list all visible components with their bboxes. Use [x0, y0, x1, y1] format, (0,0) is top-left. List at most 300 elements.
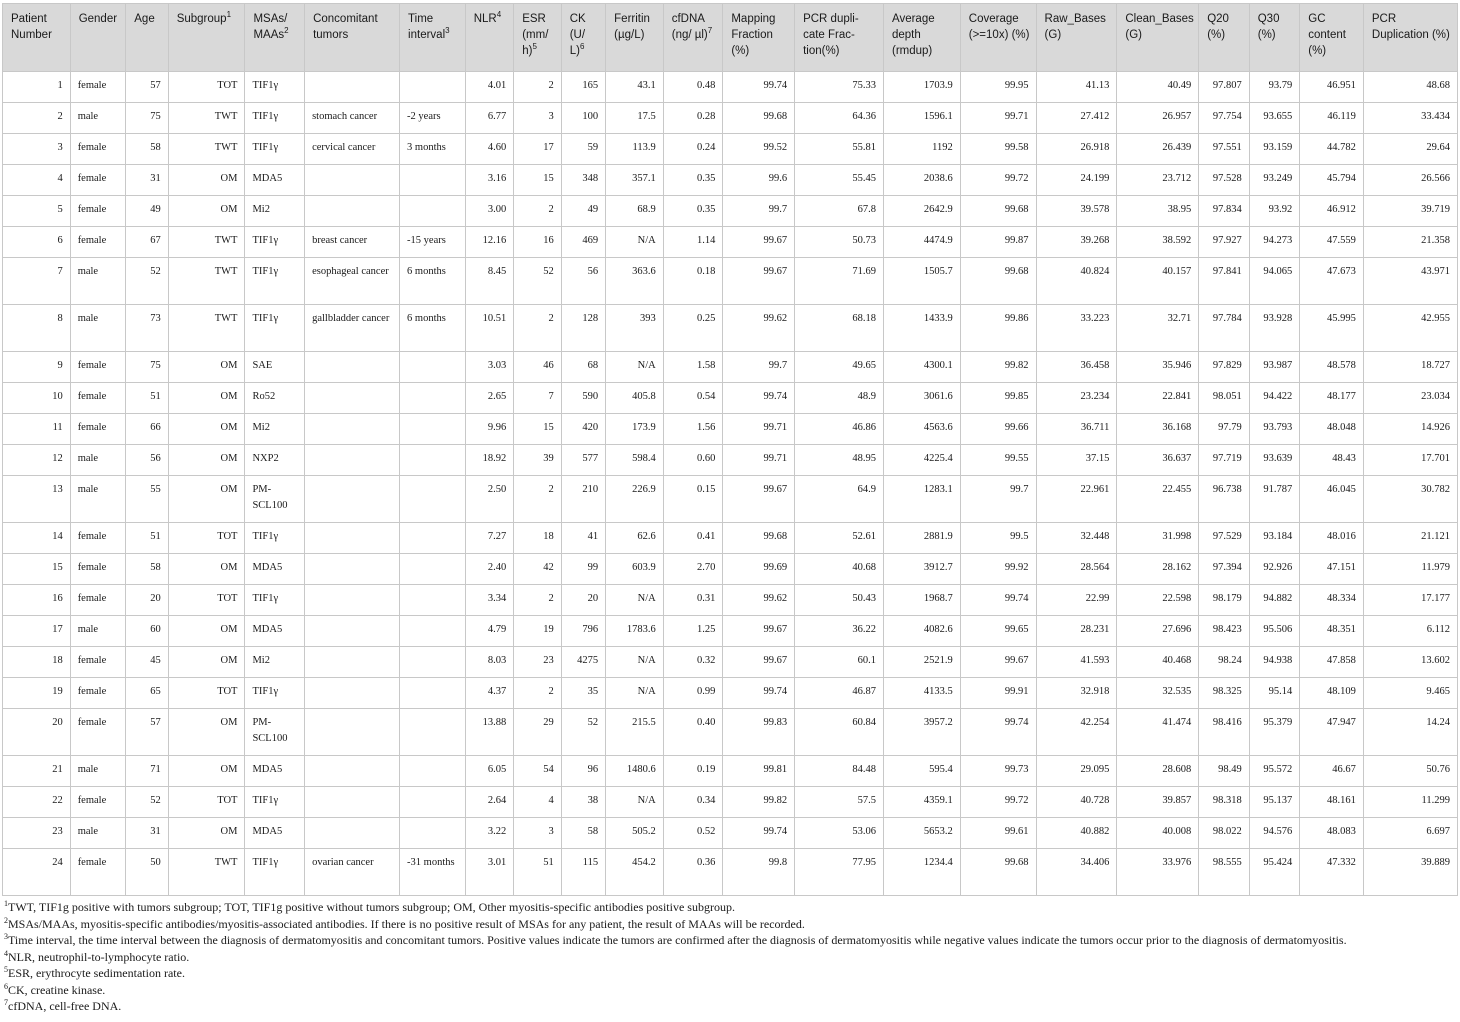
table-cell: 24.199 — [1036, 165, 1117, 196]
table-cell — [400, 818, 466, 849]
table-cell: 99.74 — [723, 383, 795, 414]
table-cell: 3.22 — [465, 818, 514, 849]
table-cell: 68.18 — [795, 305, 884, 352]
table-cell: 40.157 — [1117, 258, 1199, 305]
table-cell: 93.793 — [1249, 414, 1300, 445]
table-cell: 99.91 — [960, 678, 1036, 709]
table-cell: TOT — [168, 523, 245, 554]
table-cell: 57.5 — [795, 787, 884, 818]
table-cell: 2 — [514, 476, 561, 523]
table-cell: 97.784 — [1199, 305, 1250, 352]
table-cell: 41.474 — [1117, 709, 1199, 756]
column-header — [400, 4, 466, 72]
table-cell: 39.889 — [1363, 849, 1457, 896]
table-cell: -15 years — [400, 227, 466, 258]
table-cell: 4.60 — [465, 134, 514, 165]
table-cell: 49.65 — [795, 352, 884, 383]
table-cell: TWT — [168, 305, 245, 352]
table-cell: 4275 — [561, 647, 605, 678]
table-cell: Ro52 — [245, 383, 305, 414]
table-cell: 4225.4 — [883, 445, 960, 476]
table-cell: MDA5 — [245, 616, 305, 647]
table-cell: 48.177 — [1300, 383, 1364, 414]
table-cell: 7.27 — [465, 523, 514, 554]
table-cell: TIF1γ — [245, 134, 305, 165]
table-cell: TIF1γ — [245, 849, 305, 896]
table-cell: 98.416 — [1199, 709, 1250, 756]
table-cell: 13.88 — [465, 709, 514, 756]
table-cell: 48.161 — [1300, 787, 1364, 818]
table-cell: 93.249 — [1249, 165, 1300, 196]
column-header-label: Age — [134, 13, 155, 25]
table-cell: 48.578 — [1300, 352, 1364, 383]
table-cell: 3957.2 — [883, 709, 960, 756]
table-cell: 11 — [3, 414, 71, 445]
table-cell — [305, 709, 400, 756]
table-cell: N/A — [606, 585, 664, 616]
table-cell: 0.31 — [663, 585, 723, 616]
table-cell: -2 years — [400, 103, 466, 134]
table-cell: 95.137 — [1249, 787, 1300, 818]
table-cell: 26.957 — [1117, 103, 1199, 134]
table-cell: 99.74 — [723, 72, 795, 103]
table-cell — [305, 523, 400, 554]
table-cell: 36.637 — [1117, 445, 1199, 476]
table-cell: OM — [168, 616, 245, 647]
table-cell: 47.673 — [1300, 258, 1364, 305]
table-cell: 58 — [126, 134, 168, 165]
table-cell: 23 — [3, 818, 71, 849]
table-cell: TIF1γ — [245, 72, 305, 103]
table-cell: 5 — [3, 196, 71, 227]
table-cell: 53.06 — [795, 818, 884, 849]
column-header — [70, 4, 126, 72]
table-cell: 9 — [3, 352, 71, 383]
table-cell: TWT — [168, 134, 245, 165]
table-cell: 0.19 — [663, 756, 723, 787]
table-cell: N/A — [606, 678, 664, 709]
table-cell: 94.065 — [1249, 258, 1300, 305]
table-cell: 60 — [126, 616, 168, 647]
table-cell: gallbladder cancer — [305, 305, 400, 352]
table-figure — [0, 3, 1460, 1015]
table-cell: 97.927 — [1199, 227, 1250, 258]
table-cell: 96.738 — [1199, 476, 1250, 523]
table-cell: Mi2 — [245, 196, 305, 227]
table-cell: 45 — [126, 647, 168, 678]
table-cell: 2038.6 — [883, 165, 960, 196]
table-cell: 19 — [514, 616, 561, 647]
table-cell: SAE — [245, 352, 305, 383]
footnote-number: 2 — [4, 915, 8, 925]
table-cell: N/A — [606, 647, 664, 678]
table-cell: 47.947 — [1300, 709, 1364, 756]
table-cell: TWT — [168, 103, 245, 134]
table-cell: female — [70, 678, 126, 709]
table-cell: 48.9 — [795, 383, 884, 414]
table-cell: 46.951 — [1300, 72, 1364, 103]
table-cell: 45.794 — [1300, 165, 1364, 196]
table-cell: 42.254 — [1036, 709, 1117, 756]
table-cell: 34.406 — [1036, 849, 1117, 896]
table-cell: 210 — [561, 476, 605, 523]
table-cell: 99.74 — [723, 678, 795, 709]
table-row — [3, 305, 1458, 352]
table-cell: 0.18 — [663, 258, 723, 305]
footnote-number: 7 — [4, 998, 8, 1007]
table-cell: 29.095 — [1036, 756, 1117, 787]
table-cell: 99.68 — [960, 849, 1036, 896]
table-cell: TIF1γ — [245, 678, 305, 709]
table-cell: 10 — [3, 383, 71, 414]
table-cell: MDA5 — [245, 818, 305, 849]
table-cell: esophageal cancer — [305, 258, 400, 305]
table-cell: 51 — [126, 383, 168, 414]
table-cell: Mi2 — [245, 647, 305, 678]
table-cell: 48.351 — [1300, 616, 1364, 647]
table-cell: 48.048 — [1300, 414, 1364, 445]
table-row — [3, 787, 1458, 818]
table-cell: 20 — [561, 585, 605, 616]
column-header-label: PCR Duplication (%) — [1371, 13, 1450, 41]
column-header-label: Mapping Fraction (%) — [731, 13, 776, 57]
table-cell: 48.109 — [1300, 678, 1364, 709]
table-cell: 95.506 — [1249, 616, 1300, 647]
table-cell: female — [70, 585, 126, 616]
table-cell: 8.03 — [465, 647, 514, 678]
table-cell — [400, 787, 466, 818]
table-cell: 95.572 — [1249, 756, 1300, 787]
table-cell: 2 — [514, 678, 561, 709]
table-cell: 99.68 — [723, 103, 795, 134]
table-cell: 5653.2 — [883, 818, 960, 849]
table-cell: 41.593 — [1036, 647, 1117, 678]
table-cell — [305, 352, 400, 383]
table-cell: 226.9 — [606, 476, 664, 523]
table-cell: 0.28 — [663, 103, 723, 134]
table-row — [3, 383, 1458, 414]
table-cell: 99.55 — [960, 445, 1036, 476]
table-cell: N/A — [606, 787, 664, 818]
column-header-label: Time interval — [408, 13, 446, 41]
table-cell: 48.016 — [1300, 523, 1364, 554]
table-cell: 54 — [514, 756, 561, 787]
table-row — [3, 227, 1458, 258]
table-cell: 99.82 — [960, 352, 1036, 383]
table-cell: male — [70, 445, 126, 476]
table-cell: 0.99 — [663, 678, 723, 709]
table-body — [3, 72, 1458, 896]
table-cell: 47.151 — [1300, 554, 1364, 585]
table-cell: 2881.9 — [883, 523, 960, 554]
table-cell: 26.566 — [1363, 165, 1457, 196]
table-cell: 62.6 — [606, 523, 664, 554]
table-cell: 99.68 — [723, 523, 795, 554]
table-cell: 1.25 — [663, 616, 723, 647]
table-cell: 68 — [561, 352, 605, 383]
table-cell: 173.9 — [606, 414, 664, 445]
column-header — [1363, 4, 1457, 72]
table-cell: 11.979 — [1363, 554, 1457, 585]
table-cell: 23.234 — [1036, 383, 1117, 414]
table-cell: 10.51 — [465, 305, 514, 352]
table-cell: 47.559 — [1300, 227, 1364, 258]
table-cell: TIF1γ — [245, 585, 305, 616]
table-cell: 93.184 — [1249, 523, 1300, 554]
table-cell: 2 — [514, 72, 561, 103]
table-cell — [305, 756, 400, 787]
column-header-label: NLR — [473, 13, 497, 25]
table-cell: 99.52 — [723, 134, 795, 165]
table-cell: female — [70, 849, 126, 896]
table-cell: female — [70, 352, 126, 383]
table-header-row — [3, 4, 1458, 72]
table-cell: TOT — [168, 585, 245, 616]
table-cell: 99.67 — [723, 227, 795, 258]
table-cell: 1703.9 — [883, 72, 960, 103]
table-cell: female — [70, 383, 126, 414]
table-cell: 454.2 — [606, 849, 664, 896]
table-cell: 22.841 — [1117, 383, 1199, 414]
table-cell: 14.926 — [1363, 414, 1457, 445]
column-header — [1036, 4, 1117, 72]
table-row — [3, 258, 1458, 305]
table-cell: 99.61 — [960, 818, 1036, 849]
table-cell: 99.85 — [960, 383, 1036, 414]
footnote-text: cfDNA, cell-free DNA. — [8, 999, 122, 1013]
table-cell: male — [70, 818, 126, 849]
table-cell: 98.555 — [1199, 849, 1250, 896]
table-cell: 99.74 — [960, 709, 1036, 756]
table-cell: 1.56 — [663, 414, 723, 445]
table-cell: 60.1 — [795, 647, 884, 678]
table-cell: 9.96 — [465, 414, 514, 445]
table-row — [3, 103, 1458, 134]
table-cell: 48.68 — [1363, 72, 1457, 103]
table-cell: 99.7 — [960, 476, 1036, 523]
table-cell: 99.71 — [960, 103, 1036, 134]
table-cell: 3.16 — [465, 165, 514, 196]
table-cell: 40.49 — [1117, 72, 1199, 103]
table-cell: 22.99 — [1036, 585, 1117, 616]
table-cell: 4474.9 — [883, 227, 960, 258]
table-cell: 2642.9 — [883, 196, 960, 227]
table-cell: 99.7 — [723, 196, 795, 227]
table-cell: 44.782 — [1300, 134, 1364, 165]
footnote-text: MSAs/MAAs, myositis-specific antibodies/myositis-associated antibodies. If there is no positive result of MSAs for any patient, the result of MAAs will be recorded. — [8, 916, 805, 931]
table-cell: 99.68 — [960, 258, 1036, 305]
footnote — [4, 899, 1456, 916]
column-header — [465, 4, 514, 72]
table-cell: 6.112 — [1363, 616, 1457, 647]
column-header-label: CK (U/ L) — [569, 13, 586, 57]
table-cell: 40.882 — [1036, 818, 1117, 849]
table-cell: 38.95 — [1117, 196, 1199, 227]
table-cell: TOT — [168, 72, 245, 103]
table-cell: 4359.1 — [883, 787, 960, 818]
table-cell: OM — [168, 165, 245, 196]
table-cell: 29.64 — [1363, 134, 1457, 165]
table-cell: 93.928 — [1249, 305, 1300, 352]
table-cell: 43.1 — [606, 72, 664, 103]
table-cell: 8.45 — [465, 258, 514, 305]
table-cell: 75 — [126, 103, 168, 134]
table-cell: 13.602 — [1363, 647, 1457, 678]
table-cell: 603.9 — [606, 554, 664, 585]
table-cell: TIF1γ — [245, 103, 305, 134]
table-cell: 97.719 — [1199, 445, 1250, 476]
table-cell — [400, 352, 466, 383]
table-cell: 59 — [561, 134, 605, 165]
column-header — [305, 4, 400, 72]
table-cell: 165 — [561, 72, 605, 103]
table-cell — [305, 616, 400, 647]
table-cell: 3 — [514, 818, 561, 849]
footnote — [4, 965, 1456, 982]
table-cell: 20 — [3, 709, 71, 756]
table-cell: 84.48 — [795, 756, 884, 787]
table-cell: 1480.6 — [606, 756, 664, 787]
column-header — [1300, 4, 1364, 72]
table-cell — [400, 445, 466, 476]
table-cell: 7 — [514, 383, 561, 414]
table-cell: 98.022 — [1199, 818, 1250, 849]
table-cell: 505.2 — [606, 818, 664, 849]
table-cell: 46.67 — [1300, 756, 1364, 787]
table-cell — [305, 647, 400, 678]
table-cell: 99.5 — [960, 523, 1036, 554]
table-cell: -31 months — [400, 849, 466, 896]
table-cell — [400, 414, 466, 445]
table-cell: 95.379 — [1249, 709, 1300, 756]
footnote-marker: 2 — [284, 26, 289, 36]
table-cell — [305, 165, 400, 196]
column-header-label: Raw_Bases (G) — [1044, 13, 1106, 41]
column-header-label: Gender — [78, 13, 118, 25]
table-cell: 35.946 — [1117, 352, 1199, 383]
table-cell — [400, 476, 466, 523]
table-cell: 39.268 — [1036, 227, 1117, 258]
table-cell: 99.67 — [723, 647, 795, 678]
table-cell: 52.61 — [795, 523, 884, 554]
table-cell: 99.8 — [723, 849, 795, 896]
footnote — [4, 982, 1456, 999]
table-cell: 1783.6 — [606, 616, 664, 647]
table-cell: 14 — [3, 523, 71, 554]
table-cell: OM — [168, 414, 245, 445]
table-cell — [305, 445, 400, 476]
table-cell: 1192 — [883, 134, 960, 165]
table-cell: 75.33 — [795, 72, 884, 103]
table-cell: 469 — [561, 227, 605, 258]
table-cell: 39.857 — [1117, 787, 1199, 818]
footnote — [4, 949, 1456, 966]
table-cell: male — [70, 305, 126, 352]
table-cell: TOT — [168, 678, 245, 709]
table-cell: 17 — [3, 616, 71, 647]
table-cell — [400, 165, 466, 196]
column-header — [795, 4, 884, 72]
table-cell: 0.52 — [663, 818, 723, 849]
table-cell: 4563.6 — [883, 414, 960, 445]
table-cell: 28.564 — [1036, 554, 1117, 585]
table-cell: 65 — [126, 678, 168, 709]
table-cell: 47.332 — [1300, 849, 1364, 896]
table-cell: 8 — [3, 305, 71, 352]
table-cell: female — [70, 787, 126, 818]
table-cell: 1.58 — [663, 352, 723, 383]
table-cell: 4082.6 — [883, 616, 960, 647]
table-cell: 2521.9 — [883, 647, 960, 678]
table-cell: female — [70, 414, 126, 445]
table-cell: 73 — [126, 305, 168, 352]
table-cell: 64.36 — [795, 103, 884, 134]
table-cell: 99.7 — [723, 352, 795, 383]
table-cell: 348 — [561, 165, 605, 196]
table-cell — [305, 72, 400, 103]
table-cell: 28.231 — [1036, 616, 1117, 647]
table-cell: 98.318 — [1199, 787, 1250, 818]
table-cell: 99.92 — [960, 554, 1036, 585]
table-cell: OM — [168, 445, 245, 476]
table-cell: 1505.7 — [883, 258, 960, 305]
column-header-label: Q20 (%) — [1207, 13, 1229, 41]
table-cell: 94.882 — [1249, 585, 1300, 616]
table-cell: 99.71 — [723, 414, 795, 445]
table-cell: 52 — [561, 709, 605, 756]
table-cell — [400, 678, 466, 709]
table-cell: 23.712 — [1117, 165, 1199, 196]
table-cell: 49 — [561, 196, 605, 227]
table-cell: 39.719 — [1363, 196, 1457, 227]
table-cell: 98.179 — [1199, 585, 1250, 616]
table-cell: 4300.1 — [883, 352, 960, 383]
table-cell: 97.754 — [1199, 103, 1250, 134]
table-cell: 6.05 — [465, 756, 514, 787]
table-cell: 33.223 — [1036, 305, 1117, 352]
table-row — [3, 445, 1458, 476]
table-cell: 15 — [514, 414, 561, 445]
table-cell: 93.655 — [1249, 103, 1300, 134]
table-cell — [400, 585, 466, 616]
footnote-text: Time interval, the time interval between the diagnosis of dermatomyositis and concomitant tumors. Positive values indicate the tumors are confirmed after the diagnosis of dermatomyositis while negative values indicate the tumors occur prior to the diagnosis of dermatomyositis. — [8, 933, 1347, 947]
column-header — [883, 4, 960, 72]
table-cell: 97.79 — [1199, 414, 1250, 445]
table-cell: 31 — [126, 818, 168, 849]
table-cell: 50.73 — [795, 227, 884, 258]
table-cell: 3912.7 — [883, 554, 960, 585]
table-cell: 99.74 — [960, 585, 1036, 616]
column-header-label: cfDNA (ng/ µl) — [671, 13, 708, 41]
table-cell: 3 months — [400, 134, 466, 165]
table-cell: male — [70, 476, 126, 523]
table-cell: 215.5 — [606, 709, 664, 756]
table-cell: 99.69 — [723, 554, 795, 585]
table-cell: 21 — [3, 756, 71, 787]
table-row — [3, 165, 1458, 196]
table-cell: 99.67 — [723, 258, 795, 305]
column-header-label: Q30 (%) — [1257, 13, 1280, 41]
table-cell: N/A — [606, 352, 664, 383]
table-cell: 75 — [126, 352, 168, 383]
table-cell: 46.86 — [795, 414, 884, 445]
table-cell: 18.92 — [465, 445, 514, 476]
footnote-number: 3 — [4, 932, 8, 941]
table-cell: 99.67 — [723, 616, 795, 647]
column-header-label: Subgroup — [176, 13, 227, 25]
table-cell: 14.24 — [1363, 709, 1457, 756]
table-cell: TIF1γ — [245, 523, 305, 554]
